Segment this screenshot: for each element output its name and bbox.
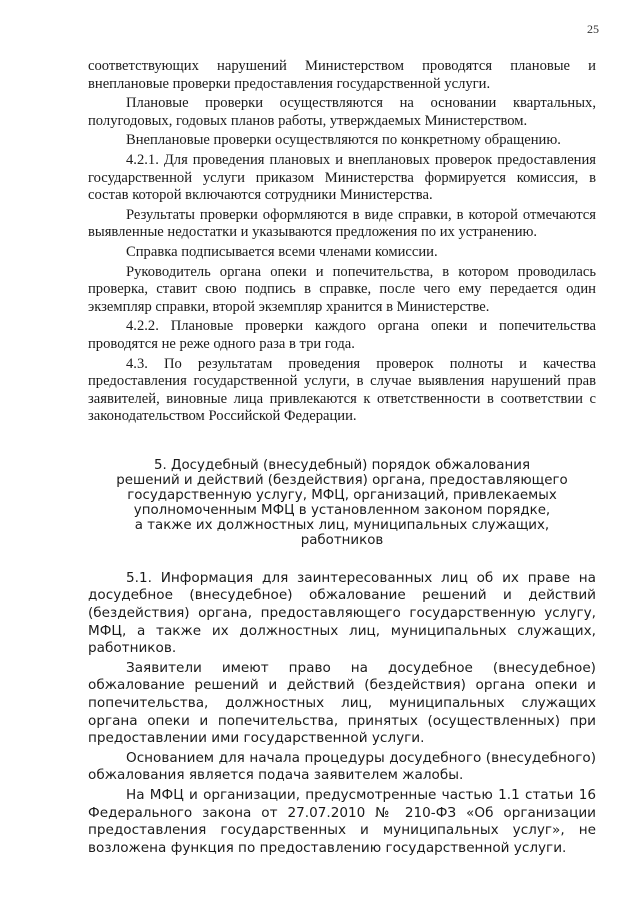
heading-line: 5. Досудебный (внесудебный) порядок обжалования (153, 457, 531, 473)
document-body (88, 58, 596, 859)
heading-line: решений и действий (бездействия) органа, предоставляющего (116, 472, 568, 488)
paragraph: Внеплановые проверки осуществляются по конкретному обращению. (126, 132, 561, 149)
paragraph: На МФЦ и организации, предусмотренные частью 1.1 статьи 16 Федерального закона от 27.07.2010 № 210-ФЗ «Об организации предоставления государственных и муниципальных услуг», не возложена функция по предоставлению государственной услуги. (88, 787, 596, 856)
heading-line: работников (300, 532, 384, 548)
paragraph: Плановые проверки осуществляются на основании квартальных, полугодовых, годовых планов работы, утверждаемых Министерством. (88, 95, 596, 129)
paragraph: соответствующих нарушений Министерством проводятся плановые и внеплановые проверки предоставления государственной услуги. (88, 58, 596, 92)
paragraph: 5.1. Информация для заинтересованных лиц об их праве на досудебное (внесудебное) обжалование решений и действий (бездействия) органа, предоставляющего государственную услугу, МФЦ, а также их должностных лиц, муниципальных служащих, работников. (88, 569, 596, 657)
section-heading (88, 458, 596, 548)
paragraph: 4.2.2. Плановые проверки каждого органа опеки и попечительства проводятся не реже одного раза в три года. (88, 318, 596, 352)
paragraph: Заявители имеют право на досудебное (внесудебное) обжалование решений и действий (бездействия) органа опеки и попечительства, должностных лиц, муниципальных служащих органа опеки и попечительства, принятых (осуществленных) при предоставлении ими государственной услуги. (88, 659, 596, 747)
page-number: 25 (587, 22, 599, 36)
paragraph: 4.3. По результатам проведения проверок полноты и качества предоставления государственной услуги, в случае выявления нарушений прав заявителей, виновные лица привлекаются к ответственности в соответствии с законодательством Российской Федерации. (88, 355, 596, 425)
section-5-body (88, 570, 596, 858)
paragraph: 4.2.1. Для проведения плановых и внеплановых проверок предоставления государственной услуги приказом Министерства формируется комиссия, в состав которой включаются сотрудники Министерства. (88, 151, 596, 204)
heading-line: а также их должностных лиц, муниципальных служащих, (134, 517, 550, 533)
paragraph: Справка подписывается всеми членами комиссии. (126, 243, 438, 260)
heading-line: уполномоченным МФЦ в установленном законом порядке, (133, 502, 551, 518)
paragraph: Результаты проверки оформляются в виде справки, в которой отмечаются выявленные недостатки и указываются предложения по их устранению. (88, 206, 596, 241)
paragraph: Основанием для начала процедуры досудебного (внесудебного) обжалования является подача заявителем жалобы. (88, 749, 596, 784)
paragraph: Руководитель органа опеки и попечительства, в котором проводилась проверка, ставит свою подпись в справке, после чего ему передается один экземпляр справки, второй экземпляр хранится в Министерстве. (88, 263, 596, 315)
heading-line: государственную услугу, МФЦ, организаций, привлекаемых (127, 487, 557, 503)
